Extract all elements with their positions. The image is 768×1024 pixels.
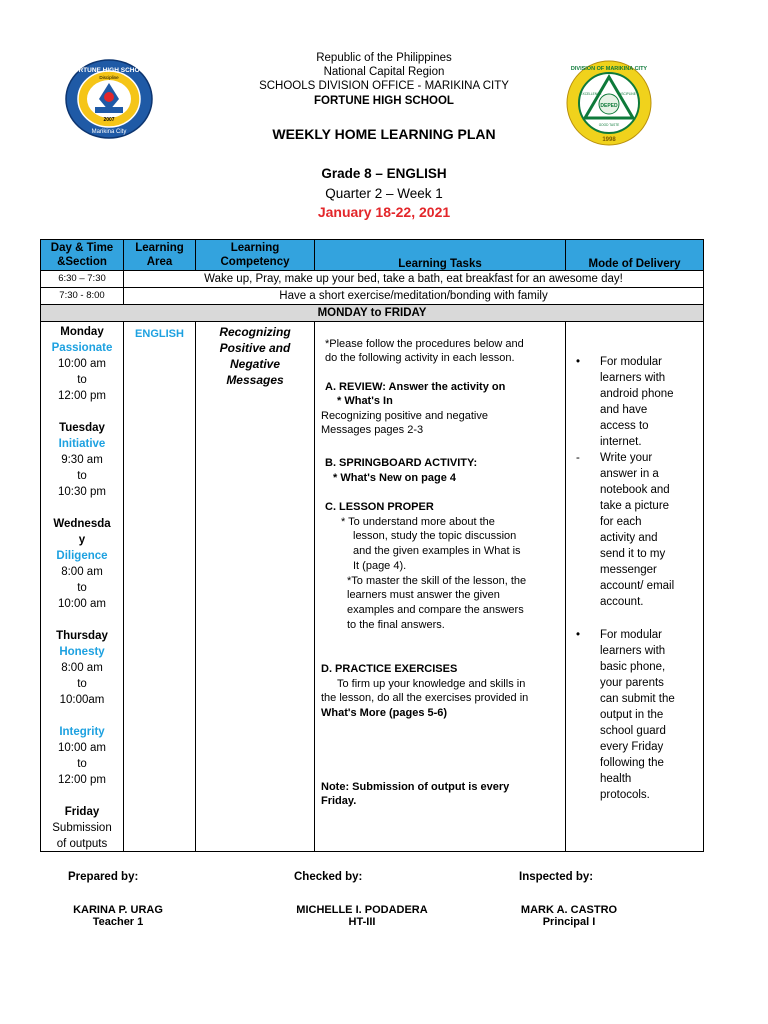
preparer-position: Teacher 1 <box>92 916 144 928</box>
schedule-line: 12:00 pm <box>58 390 106 402</box>
inspected-by-label: Inspected by: <box>519 871 594 883</box>
division-line: SCHOOLS DIVISION OFFICE - MARIKINA CITY <box>259 80 509 92</box>
schedule-line: Diligence <box>56 550 108 562</box>
mode-of-delivery-column <box>565 321 704 852</box>
submission-note-1: Note: Submission of output is every <box>321 781 510 793</box>
task-a-desc-1: Recognizing positive and negative <box>321 410 488 422</box>
schedule-gap <box>41 404 123 420</box>
header-tasks-label: Learning Tasks <box>398 258 482 270</box>
mode-line: account/ email <box>600 580 675 592</box>
school-logo-bottom-text: Marikina City <box>91 129 127 135</box>
schedule-gap <box>41 612 123 628</box>
learning-plan-table <box>40 239 704 852</box>
region-line: National Capital Region <box>323 66 445 78</box>
mode-line: send it to my <box>600 548 666 560</box>
task-d-line: To firm up your knowledge and skills in <box>337 678 526 690</box>
task-a-item: * What's In <box>337 395 393 407</box>
competency-line: Recognizing <box>219 325 291 339</box>
mode-line: answer in a <box>600 468 659 480</box>
schedule-column <box>40 321 124 852</box>
task-c-line: It (page 4). <box>353 560 407 572</box>
schedule-gap <box>41 708 123 724</box>
mode-line: internet. <box>600 436 642 448</box>
task-c-line: learners must answer the given <box>347 589 500 601</box>
task-c-line: *To master the skill of the lesson, the <box>347 575 527 587</box>
schedule-line: Monday <box>60 326 104 338</box>
school-logo-top-text: FORTUNE HIGH SCHOOL <box>69 67 149 74</box>
mode-line: messenger <box>600 564 657 576</box>
header-learning-tasks <box>314 239 566 271</box>
header-area-line2: Area <box>146 256 173 268</box>
schedule-line: 10:00 am <box>58 358 106 370</box>
mode-line: Write your <box>600 452 653 464</box>
schedule-line: 10:00 am <box>58 598 106 610</box>
schedule-line: to <box>77 582 87 594</box>
division-seal-tag: DEPED <box>600 103 618 109</box>
mode-line: every Friday <box>600 741 664 753</box>
schedule-line: Friday <box>64 806 100 818</box>
division-seal-word-3: GOOD TASTE <box>598 123 620 127</box>
schedule-line: Integrity <box>59 726 105 738</box>
header-day-time <box>40 239 124 271</box>
task-c-title: C. LESSON PROPER <box>325 501 434 513</box>
division-seal-year: 1998 <box>602 137 616 143</box>
header-competency <box>195 239 315 271</box>
date-range: January 18-22, 2021 <box>317 204 451 220</box>
schedule-line: Honesty <box>59 646 105 658</box>
mode-line: protocols. <box>600 789 650 801</box>
competency-line: Negative <box>229 357 281 371</box>
header-mode-of-delivery <box>565 239 704 271</box>
mode-line: activity and <box>600 532 658 544</box>
task-d-line: the lesson, do all the exercises provided in <box>321 692 529 704</box>
row-time-1: 6:30 – 7:30 <box>40 270 124 288</box>
header-day-time-line1: Day & Time <box>50 242 114 254</box>
schedule-line: Initiative <box>58 438 106 450</box>
schedule-line: 8:00 am <box>61 662 103 674</box>
schedule-gap <box>41 500 123 516</box>
task-a-title: A. REVIEW: Answer the activity on <box>325 381 506 393</box>
header-area-line1: Learning <box>135 242 184 254</box>
mode-line: school guard <box>600 725 666 737</box>
mode-line: can submit the <box>600 693 675 705</box>
preparer-name: KARINA P. URAG <box>73 904 163 916</box>
header-competency-line1: Learning <box>230 242 280 254</box>
mode-line: access to <box>600 420 649 432</box>
schedule-line: Passionate <box>51 342 113 354</box>
competency-column <box>195 321 315 852</box>
schedule-line: to <box>77 470 87 482</box>
schedule-line: Thursday <box>56 630 108 642</box>
mode-line: health <box>600 773 632 785</box>
mode-line: for each <box>600 516 642 528</box>
task-c-line: lesson, study the topic discussion <box>353 530 517 542</box>
schedule-line: 9:30 am <box>61 454 103 466</box>
mode-line: and have <box>600 404 648 416</box>
bullet-dot-2: • <box>576 629 581 641</box>
schedule-line: 8:00 am <box>61 566 103 578</box>
row-activity-1: Wake up, Pray, make up your bed, take a bath, eat breakfast for an awesome day! <box>123 270 704 288</box>
mode-line: following the <box>600 757 664 769</box>
division-seal-ring-text: DIVISION OF MARIKINA CITY <box>570 66 648 72</box>
division-seal-word-1: EXCELLENCE <box>580 92 602 96</box>
schedule-line: to <box>77 678 87 690</box>
inspector-position: Principal I <box>542 916 596 928</box>
learning-tasks-column <box>314 321 566 852</box>
task-b-title: B. SPRINGBOARD ACTIVITY: <box>325 457 478 469</box>
header-day-time-line2: &Section <box>57 256 107 268</box>
inspector-signatory <box>494 904 644 928</box>
schedule-line: 10:30 pm <box>58 486 106 498</box>
competency-line: Messages <box>226 373 284 387</box>
monday-to-friday-band: MONDAY to FRIDAY <box>40 304 704 322</box>
schedule-line: Tuesday <box>59 422 105 434</box>
dash-marker: - <box>576 452 580 464</box>
grade-subject: Grade 8 – ENGLISH <box>321 166 447 181</box>
mode-item-android <box>600 354 674 450</box>
task-a-desc-2: Messages pages 2-3 <box>321 424 424 436</box>
learning-area-column <box>123 321 196 852</box>
schedule-line: to <box>77 374 87 386</box>
mode-line: account. <box>600 596 644 608</box>
checker-position: HT-III <box>348 916 376 928</box>
task-d-title: D. PRACTICE EXERCISES <box>321 663 458 675</box>
checker-name: MICHELLE I. PODADERA <box>296 904 428 916</box>
mode-line: learners with <box>600 372 666 384</box>
checked-by-label: Checked by: <box>294 871 363 883</box>
mode-line: your parents <box>600 677 664 689</box>
task-c-line: examples and compare the answers <box>347 604 524 616</box>
competency-line: Positive and <box>219 341 291 355</box>
inspector-name: MARK A. CASTRO <box>520 904 618 916</box>
school-logo <box>65 59 153 139</box>
prepared-by-label: Prepared by: <box>68 871 139 883</box>
schedule-line: 10:00 am <box>58 742 106 754</box>
schedule-line: 12:00 pm <box>58 774 106 786</box>
mode-line: For modular <box>600 356 662 368</box>
task-c-line: and the given examples in What is <box>353 545 521 557</box>
row-time-2: 7:30 - 8:00 <box>40 287 124 305</box>
school-logo-year: 2007 <box>103 117 115 123</box>
school-name: FORTUNE HIGH SCHOOL <box>314 95 454 107</box>
mode-line: output in the <box>600 709 664 721</box>
schedule-gap <box>41 788 123 804</box>
checker-signatory <box>282 904 442 928</box>
schedule-line: to <box>77 758 87 770</box>
quarter-week: Quarter 2 – Week 1 <box>325 186 443 201</box>
task-b-item: * What's New on page 4 <box>333 472 457 484</box>
mode-item-basic-phone <box>600 627 675 803</box>
bullet-dot-1: • <box>576 356 581 368</box>
header-competency-line2: Competency <box>220 256 290 268</box>
mode-line: take a picture <box>600 500 670 512</box>
mode-line: notebook and <box>600 484 670 496</box>
mode-line: learners with <box>600 645 666 657</box>
schedule-line: Submission <box>52 822 112 834</box>
division-seal-word-2: DISCIPLINE <box>618 92 636 96</box>
mode-line: basic phone, <box>600 661 666 673</box>
schedule-line: Wednesda <box>53 518 111 530</box>
tasks-intro-2: do the following activity in each lesson. <box>325 352 515 364</box>
schedule-line: of outputs <box>56 838 108 850</box>
tasks-intro-1: *Please follow the procedures below and <box>325 338 524 350</box>
task-d-line: What's More (pages 5-6) <box>321 707 448 719</box>
learning-area-value: ENGLISH <box>135 328 184 340</box>
mode-item-write-answer <box>600 450 674 610</box>
mode-line: android phone <box>600 388 674 400</box>
submission-note-2: Friday. <box>321 795 357 807</box>
school-logo-motto: Discipline <box>99 75 119 80</box>
republic-line: Republic of the Philippines <box>316 52 452 64</box>
preparer-signatory <box>48 904 188 928</box>
header-learning-area <box>123 239 196 271</box>
schedule-line: y <box>78 534 86 546</box>
mode-line: For modular <box>600 629 662 641</box>
header-mode-label: Mode of Delivery <box>588 258 681 270</box>
task-c-line: to the final answers. <box>347 619 445 631</box>
schedule-line: 10:00am <box>59 694 105 706</box>
row-activity-2: Have a short exercise/meditation/bonding with family <box>123 287 704 305</box>
division-seal <box>566 60 652 146</box>
document-title: WEEKLY HOME LEARNING PLAN <box>272 126 496 142</box>
task-c-line: * To understand more about the <box>341 516 495 528</box>
